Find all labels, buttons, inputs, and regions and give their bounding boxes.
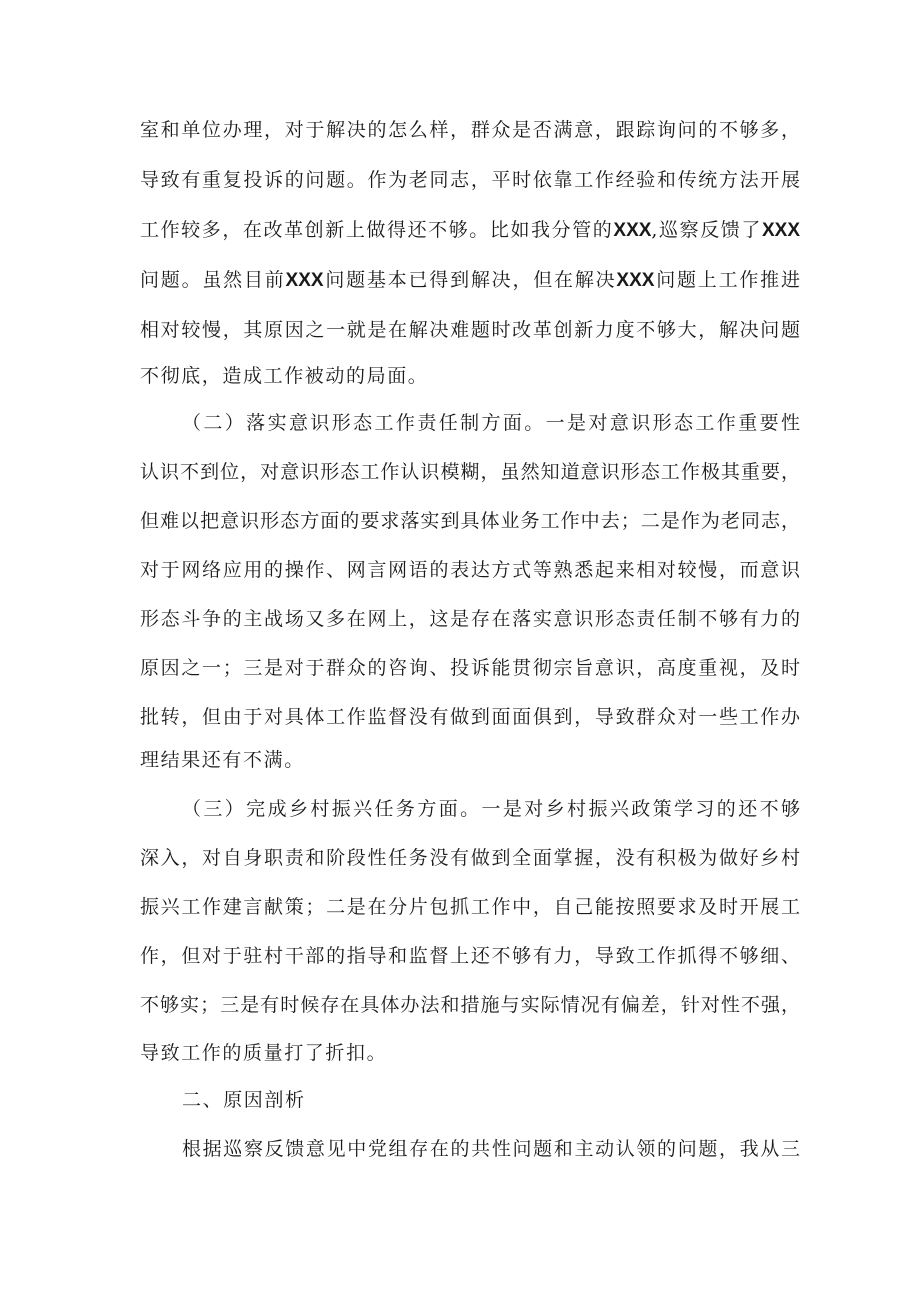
paragraph-line: 形态斗争的主战场又多在网上，这是存在落实意识形态责任制不够有力的 (140, 608, 800, 630)
paragraph-line: 对于网络应用的操作、网言网语的表达方式等熟悉起来相对较慢，而意识 (140, 559, 800, 581)
paragraph-line: 深入，对自身职责和阶段性任务没有做到全面掌握，没有积极为做好乡村 (140, 847, 800, 869)
paragraph-line: 原因之一；三是对于群众的咨询、投诉能贯彻宗旨意识，高度重视，及时 (140, 657, 800, 679)
paragraph-line: 根据巡察反馈意见中党组存在的共性问题和主动认领的问题，我从三 (182, 1138, 800, 1160)
paragraph-line: 作，但对于驻村干部的指导和监督上还不够有力，导致工作抓得不够细、 (140, 945, 800, 967)
paragraph-line: 相对较慢，其原因之一就是在解决难题时改革创新力度不够大，解决问题 (140, 319, 800, 341)
section-heading-line: （二）落实意识形态工作责任制方面。一是对意识形态工作重要性 (182, 412, 800, 434)
paragraph-line: 批转，但由于对具体工作监督没有做到面面俱到，导致群众对一些工作办 (140, 706, 800, 728)
paragraph-line: 不彻底，造成工作被动的局面。 (140, 365, 429, 387)
paragraph-line: 问题。虽然目前XXX问题基本已得到解决，但在解决XXX问题上工作推进 (140, 269, 800, 291)
paragraph-line: 振兴工作建言献策；二是在分片包抓工作中，自己能按照要求及时开展工 (140, 896, 800, 918)
paragraph-line: 工作较多，在改革创新上做得还不够。比如我分管的XXX,巡察反馈了XXX (140, 219, 800, 241)
paragraph-line: 但难以把意识形态方面的要求落实到具体业务工作中去；二是作为老同志， (140, 510, 800, 532)
paragraph-line: 导致工作的质量打了折扣。 (140, 1042, 388, 1064)
section-title: 二、原因剖析 (182, 1089, 306, 1111)
section-heading-line: （三）完成乡村振兴任务方面。一是对乡村振兴政策学习的还不够 (182, 798, 800, 820)
paragraph-line: 导致有重复投诉的问题。作为老同志，平时依靠工作经验和传统方法开展 (140, 169, 800, 191)
paragraph-line: 认识不到位，对意识形态工作认识模糊，虽然知道意识形态工作极其重要， (140, 461, 800, 483)
paragraph-line: 室和单位办理，对于解决的怎么样，群众是否满意，跟踪询问的不够多， (140, 119, 800, 141)
paragraph-line: 理结果还有不满。 (140, 749, 305, 771)
paragraph-line: 不够实；三是有时候存在具体办法和措施与实际情况有偏差，针对性不强， (140, 994, 800, 1016)
